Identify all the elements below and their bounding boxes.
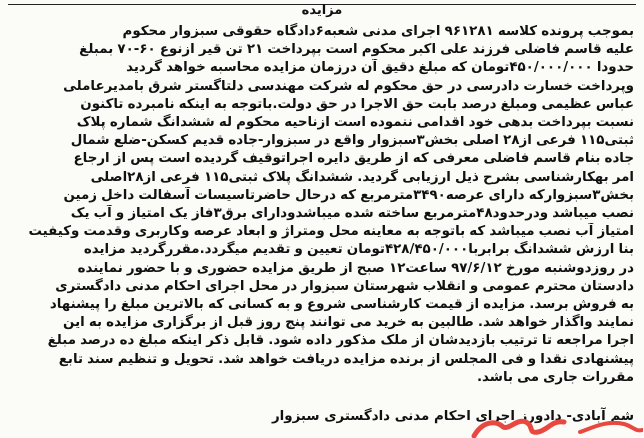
notice-line: مقررات جاری می باشد. [476, 369, 634, 385]
notice-line: علیه قاسم فاضلی فرزند علی اکبر محکوم است بپرداخت ۲۱ تن قیر ازنوع ۶۰-۷۰ بمبلغ [79, 42, 634, 58]
notice-line: نصب میباشد ودرحدود۴۸مترمربع ساخته شده میباشدودارای برق۳فاز یک امتیاز و آب یک [70, 206, 634, 222]
notice-line: بخش۳سبزوارکه دارای عرصه۳۴۹۰مترمربع که درحال حاضرتاسیسات آسفالت داخل زمین [63, 187, 634, 203]
notice-line: در روزدوشنبه مورخ ۹۷/۶/۱۲ ساعت۱۲ صبح از طریق مزایده حضوری و با حضور نماینده [77, 260, 634, 276]
notice-line: پیشنهادی نقدا و فی المجلس از برنده مزایده دریافت خواهد شد. تحویل و تنظیم سند تابع [58, 351, 634, 367]
notice-line: عباس عظیمی ومبلغ درصد بابت حق الاجرا در حق دولت.باتوجه به اینکه نامبرده تاکنون [80, 96, 634, 112]
notice-line: امتیاز آب نصب میباشد که باتوجه به معاینه محل ومتراژ و ابعاد عرصه وکاربری وقدمت وکیفیت [28, 224, 634, 240]
notice-line: بموجب پرونده کلاسه ۹۶۱۲۸۱ اجرای مدنی شعبه۶دادگاه حقوقی سبزوار محکوم [122, 24, 634, 39]
notice-line: جاده بنام قاسم فاضلی معرفی که از طریق دایره اجراتوقیف گردیده است پس از ارجاع [73, 151, 634, 167]
notice-line: به فروش برسد. مزایده از قیمت کارشناسی شروع و به کسانی که بالاترین مبلغ را پیشنهاد [49, 297, 634, 313]
notice-line: امر بهکارشناسی بشرح ذیل ارزیابی گردید. ششدانگ پلاک ثبتی۱۱۵ فرعی از۲۸اصلی [90, 169, 634, 185]
red-stamp-mark [468, 412, 643, 438]
notice-line: ثبتی۱۱۵ فرعی از۲۸ اصلی بخش۳سبزوار واقع در سبزوار-جاده قدیم کسکن-ضلع شمال [70, 133, 634, 149]
notice-line: نسبت بپرداخت بدهی خود اقدامی ننموده است ازناحیه محکوم له ششدانگ شماره پلاک [76, 115, 634, 131]
notice-line: نمایند واگذار خواهد شد. طالبین به خرید می توانند پنج روز قبل از برگزاری مزایده به این [63, 315, 634, 331]
notice-title: مزایده [301, 3, 343, 18]
signature-line: شم آبادی- دادورز اجرای احکام مدنی دادگستری سبزوار [271, 409, 634, 424]
notice-line: اجرا مراجعه تا ترتیب بازدیدشان از ملک مذکور داده شود. قابل ذکر اینکه مبلغ ده درصد مبلغ [47, 333, 634, 349]
notice-line: دادستان محترم عمومی و انقلاب شهرستان سبزوار در محل اجرای احکام مدنی دادگستری [55, 278, 634, 294]
notice-line: بنا ارزش ششدانگ برابربا۴۲۸/۴۵۰/۰۰۰تومان تعیین و تقدیم میگردد.مقررگردید مزایده [83, 242, 634, 258]
notice-line: حدودا ۴۵۰/۰۰۰/۰۰۰تومان که مبلغ دقیق آن درزمان مزایده محاسبه خواهد گردید [126, 60, 634, 76]
notice-body [12, 23, 634, 387]
notice-line: وپرداخت خسارت دادرسی در حق محکوم له شرکت مهندسی دلتاگستر شرق بامدیرعاملی [63, 78, 634, 94]
